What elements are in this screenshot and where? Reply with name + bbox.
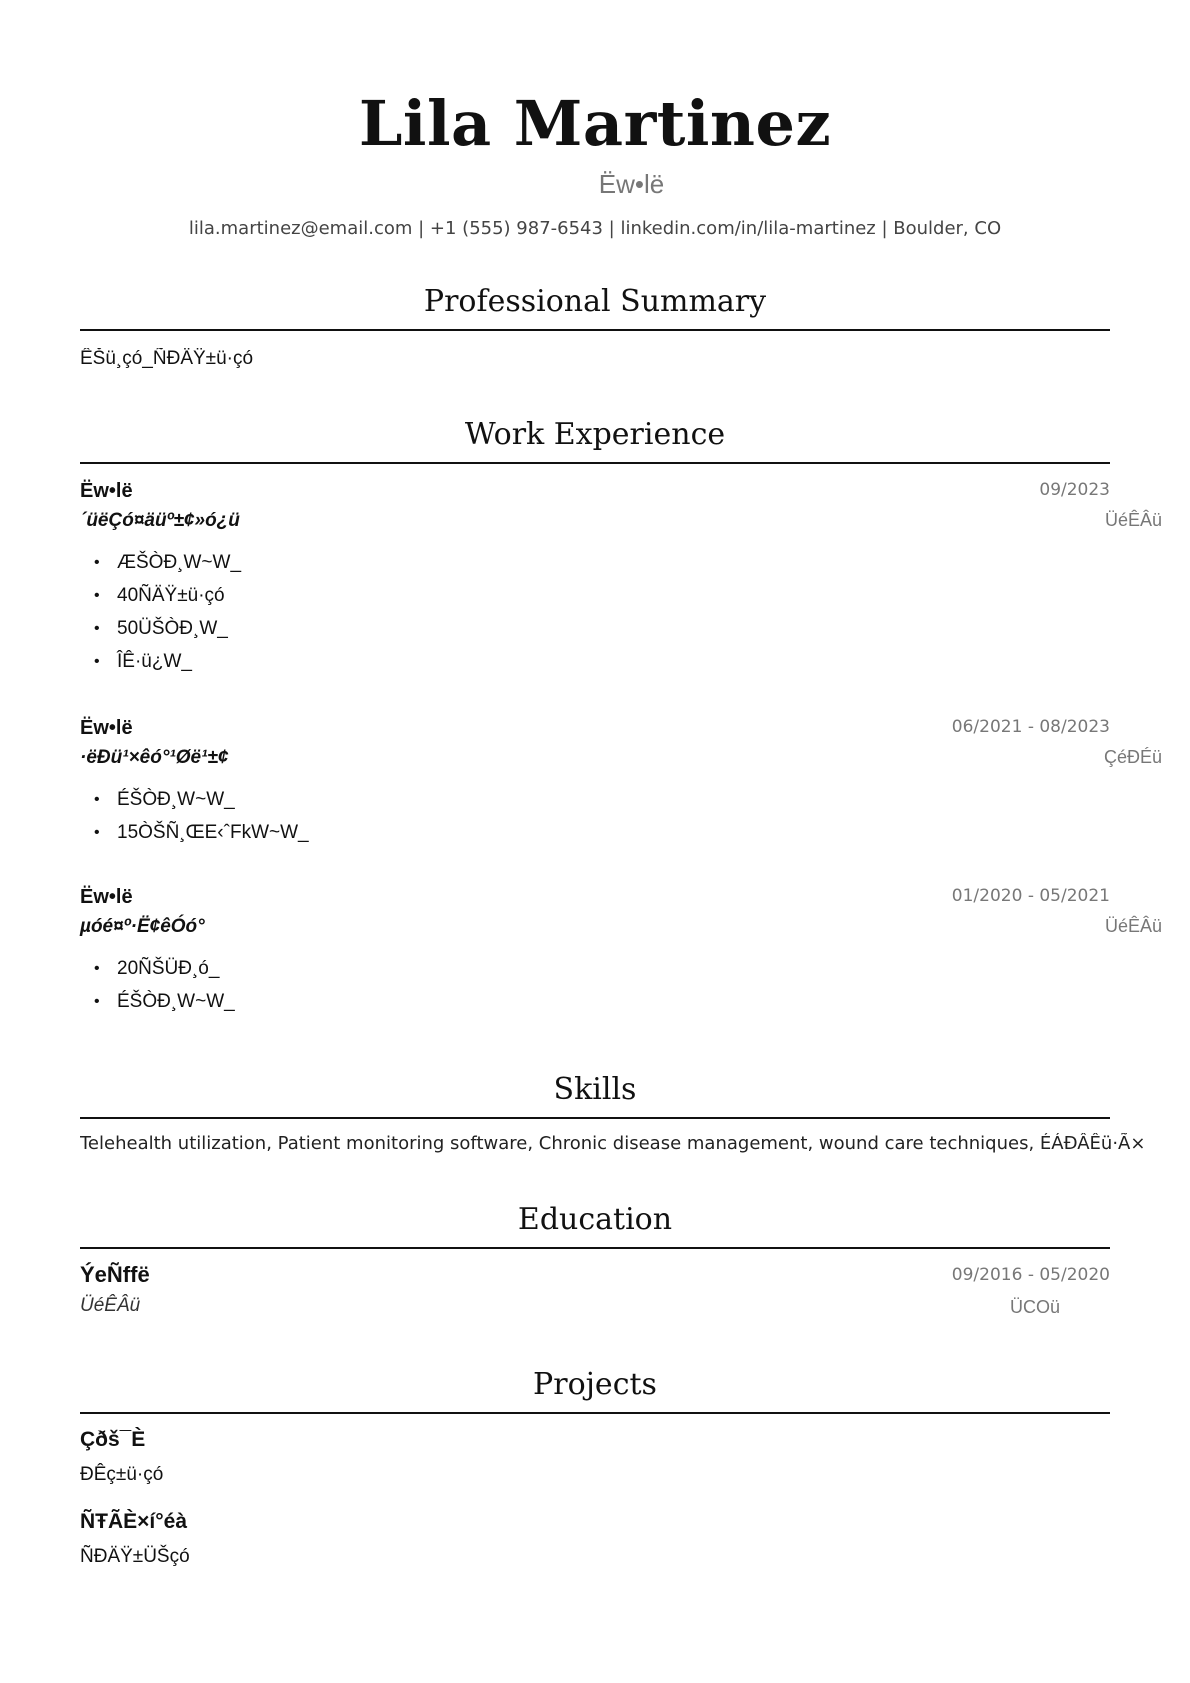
job-title: Ëw•lë (80, 717, 133, 739)
education-heading: Education (80, 1201, 1110, 1249)
job-company: ·ëÐü¹×êó°¹Øë¹±¢ (80, 747, 229, 768)
education-date: 09/2016 - 05/2020 (951, 1265, 1110, 1285)
bullet-item: • 50ÜŠÒÐ¸W_ (94, 618, 228, 639)
bullet-item: • 40ÑÄŸ±ü·çó (94, 585, 225, 606)
project-name: Çðš¯È (80, 1428, 146, 1451)
experience-heading: Work Experience (80, 416, 1110, 464)
job-company: µóé¤º·Ë¢êÓó° (80, 916, 205, 937)
candidate-title: Ëw•lë (598, 169, 665, 199)
education-school: ÜéÊÂü (80, 1295, 141, 1316)
job-location: ÜéÊÂü (1104, 510, 1162, 530)
job-date: 01/2020 - 05/2021 (951, 886, 1110, 906)
job-title: Ëw•lë (80, 480, 133, 502)
job-location: ÜéÊÂü (1104, 916, 1162, 936)
education-location: ÜCOü (1009, 1297, 1060, 1317)
job-date: 09/2023 (1039, 480, 1110, 500)
job-bullets (80, 952, 235, 1018)
projects-heading: Projects (80, 1366, 1110, 1414)
summary-heading: Professional Summary (80, 283, 1110, 331)
skills-heading: Skills (80, 1071, 1110, 1119)
job-bullets (80, 783, 309, 849)
bullet-item: • ÉŠÒÐ¸W~W_ (94, 789, 235, 810)
project-description: ÐÊç±ü·çó (80, 1464, 164, 1485)
job-bullets (80, 546, 241, 678)
bullet-item: • ÎÊ·ü¿W_ (94, 651, 192, 672)
contact-line: lila.martinez@email.com | +1 (555) 987-6543 | linkedin.com/in/lila-martinez | Boulder, CO (188, 218, 1002, 239)
job-company: ´üëÇó¤äüº±¢»ó¿ü (80, 510, 240, 531)
education-degree: ÝeÑffë (80, 1262, 150, 1287)
bullet-item: • ÆŠÒÐ¸W~W_ (94, 552, 242, 573)
job-location: ÇéÐÉü (1103, 747, 1162, 767)
job-title: Ëw•lë (80, 886, 133, 908)
bullet-item: • 20ÑŠÜÐ¸ó_ (94, 958, 220, 979)
job-date: 06/2021 - 08/2023 (951, 717, 1110, 737)
bullet-item: • 15ÒŠÑ¸ŒE‹ˆFkW~W_ (94, 822, 309, 843)
summary-text: ÊŠü¸çó_ÑÐÄŸ±ü·çó (80, 348, 254, 369)
project-name: ÑŦÃÈ×í°éà (80, 1510, 188, 1533)
bullet-item: • ÉŠÒÐ¸W~W_ (94, 991, 235, 1012)
project-description: ÑÐÄŸ±ÜŠçó (80, 1546, 190, 1567)
skills-list: Telehealth utilization, Patient monitoring software, Chronic disease management, wound care techniques, ÉÁÐÂÊü·Ã× (80, 1133, 1146, 1154)
candidate-name: Lila Martinez (358, 87, 832, 160)
